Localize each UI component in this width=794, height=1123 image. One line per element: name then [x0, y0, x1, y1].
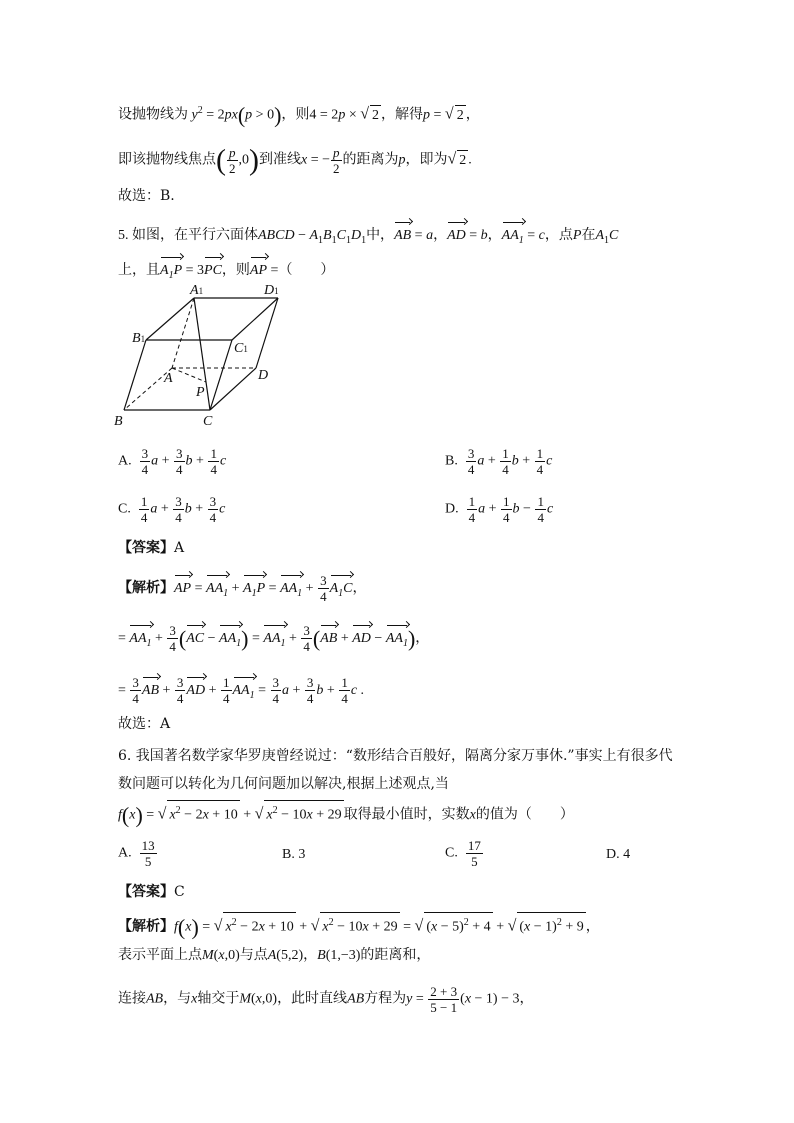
- question-6-line-1: 6. 我国著名数学家华罗庚曾经说过：“数形结合百般好，隔离分家万事休.”事实上有很多代: [118, 748, 673, 764]
- q5-option-c[interactable]: C. $\frac{1}{4}$ a + $\frac{3}{4}$ b + $\frac{3}{4}$ c: [118, 494, 226, 525]
- label-b: B: [114, 414, 123, 429]
- question-6-line-3: f(x) = √ $x^2 - 2x + 10$ + √ $x^2 - 10x + 29$ 取得最小值时，实数x的值为（ ）: [118, 800, 574, 826]
- q5-solution-line-2: = $AA_1$ + $\frac{3}{4}$ $(AC - AA_1) = AA_1$ + $\frac{3}{4}$ (AB + AD − $AA_1$)，: [118, 623, 430, 655]
- question-6-line-2: 数问题可以转化为几何问题加以解决,根据上述观点,当: [118, 776, 449, 792]
- q6-option-a[interactable]: A. $\frac{13}{5}$: [118, 838, 155, 869]
- q6-option-b[interactable]: B. 3: [282, 847, 306, 862]
- label-b1: B1: [132, 331, 146, 346]
- edge-a1-a-hidden: [172, 298, 194, 368]
- parallelepiped-figure: [110, 280, 310, 430]
- q5-solution-line-1: 【解析】AP = $AA_1 + A_1P = AA_1$ + $\frac{3}{4}$ $A_1C$，: [118, 573, 367, 605]
- q5-option-b[interactable]: B. $\frac{3}{4}$ a + $\frac{1}{4}$ b + $\frac{1}{4}$ c: [445, 446, 553, 477]
- q5-option-a[interactable]: A. $\frac{3}{4}$ a + $\frac{3}{4}$ b + $\frac{1}{4}$ c: [118, 446, 227, 477]
- answer-choice-line: 故选：B.: [118, 188, 175, 204]
- q6-solution-line-1: 【解析】f(x) = √ $x^2 - 2x + 10$ + √ $x^2 - 10x + 29$ = √ $(x - 5)^2 + 4$ + √ $(x - 1)^2 + 9$ ，: [118, 912, 600, 938]
- label-c: C: [203, 414, 213, 429]
- question-5-line-1: 5. 如图，在平行六面体ABCD − $A_1B_1C_1D_1$中，AB = a，AD = b，$AA_1 = c$，点P在$A_1C$: [118, 219, 618, 251]
- segment-a-p-hidden: [172, 368, 206, 382]
- label-d: D: [258, 368, 269, 383]
- q5-answer: 【答案】A: [118, 540, 185, 556]
- label-p: P: [196, 385, 205, 400]
- question-5-line-2: 上，且$A_1P = 3PC$，则AP =（ ）: [118, 254, 334, 286]
- q5-solution-line-3: = $\frac{3}{4}$ AB + $\frac{3}{4}$ AD + $\frac{1}{4}$ $AA_1$ = $\frac{3}{4}$ a + $\frac{3}{4}$ b + $\frac{1}{4}$ c .: [118, 675, 365, 707]
- label-d1: D1: [264, 283, 279, 298]
- q5-answer-choice: 故选：A: [118, 716, 171, 732]
- label-a: A: [164, 371, 173, 386]
- solution-line-focus: 即该抛物线焦点( $\frac{p}{2}$ ,0)到准线x = − $\frac{p}{2}$ 的距离为p，即为√ 2 .: [118, 143, 472, 177]
- label-c1: C1: [234, 341, 248, 356]
- solution-line-parabola: 设抛物线为 $y^2 = 2px(p > 0)$，则4 = 2p × √ 2 ，解得p = √ 2 ，: [118, 102, 480, 128]
- edge-a1-b1: [146, 298, 194, 340]
- edge-b1-b: [124, 340, 146, 410]
- q6-option-c[interactable]: C. $\frac{17}{5}$: [445, 838, 481, 869]
- q6-option-d[interactable]: D. 4: [606, 847, 631, 862]
- q5-option-d[interactable]: D. $\frac{1}{4}$ a + $\frac{1}{4}$ b − $\frac{1}{4}$ c: [445, 494, 554, 525]
- label-a1: A1: [190, 283, 204, 298]
- q6-answer: 【答案】C: [118, 884, 185, 900]
- q6-solution-line-3: 连接AB，与x轴交于M(x,0)，此时直线AB方程为y = $\frac{2 + 3}{5 - 1}$ (x − 1) − 3，: [118, 984, 534, 1015]
- q6-solution-line-2: 表示平面上点M(x,0)与点A(5,2)，B(1,−3)的距离和，: [118, 948, 431, 963]
